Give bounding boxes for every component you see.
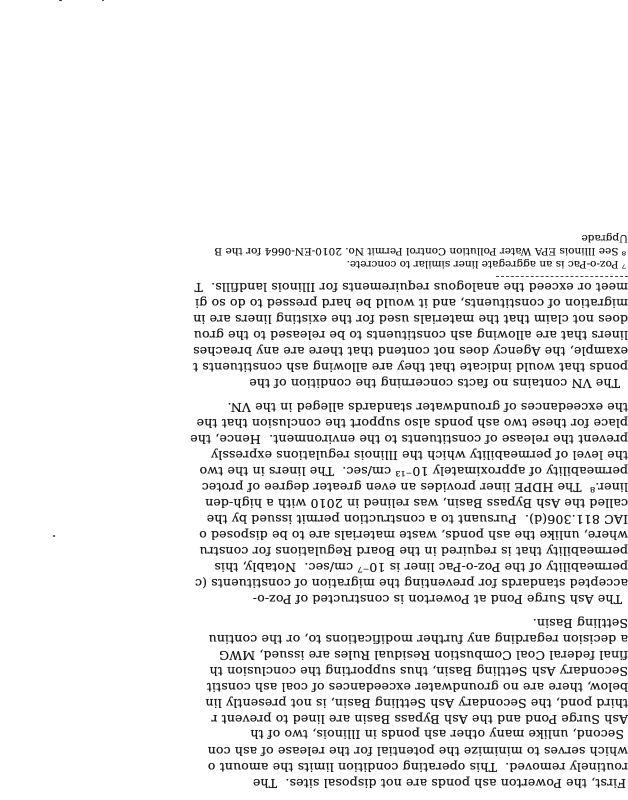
- text-line: liner.⁸ The HDPE liner provides an even greater degree of protec: [201, 480, 628, 495]
- scan-speck: [59, 0, 62, 1]
- footnote-line: Upgrade: [581, 232, 628, 244]
- text-line: liners that are allowing ash constituents to be released to the grou: [193, 328, 628, 343]
- text-line: third pond, the Secondary Ash Settling Basin, is not presently lin: [205, 696, 628, 711]
- text-line: The Ash Surge Pond at Powerton is constructed of Poz-o-: [252, 592, 622, 607]
- text-line: does not claim that the materials used for the existing liners are in: [193, 312, 628, 327]
- footnote-line: ⁷ Poz-o-Pac is an aggregate liner similar to concrete.: [346, 258, 626, 270]
- text-line: which serves to minimize the potential for the release of ash con: [207, 744, 628, 759]
- footnote-separator: [496, 276, 628, 277]
- text-line: where, unlike the ash ponds, waste materials are to be disposed o: [199, 528, 628, 543]
- text-line: Second, unlike many other ash ponds in Illinois, two of th: [250, 727, 624, 742]
- text-line: Ash Surge Pond and the Ash Bypass Basin are lined to prevent r: [211, 712, 628, 727]
- text-line: The VN contains no facts concerning the condition of the: [249, 376, 620, 391]
- text-line: Secondary Ash Settling Basin, thus supporting the conclusion th: [209, 664, 628, 679]
- text-line: permeability that is required in the Board Regulations for constru: [199, 544, 628, 559]
- text-line: example, the Agency does not contend that there are any breaches: [193, 344, 628, 359]
- footnote-line: ⁸ See Illinois EPA Water Pollution Control Permit No. 2010-EN-0664 for the B: [214, 245, 626, 257]
- text-line: Settling Basin.: [532, 616, 628, 631]
- text-line: meet or exceed the analogous requirements for Illinois landfills. T: [194, 280, 628, 295]
- text-line: called the Ash Bypass Basin, was relined in 2010 with a high-den: [205, 496, 628, 511]
- text-line: below, there are no groundwater exceedances of coal ash constit: [206, 680, 628, 695]
- text-line: a decision regarding any further modifications to, or the continu: [208, 632, 628, 647]
- text-line: final federal Coal Combustion Residual Rules are issued, MWG: [218, 648, 628, 663]
- text-line: permeability of approximately 10⁻¹³ cm/sec. The liners in the two: [199, 464, 628, 479]
- text-line: First, the Powerton ash ponds are not disposal sites. The: [252, 776, 626, 791]
- text-line: IAC 811.306(d). Pursuant to a construction permit issued by the: [206, 512, 628, 527]
- text-line: the exceedances of groundwater standards alleged in the VN.: [227, 400, 628, 415]
- text-line: accepted standards for preventing the migration of constituents (c: [194, 576, 628, 591]
- text-line: prevent the release of constituents to the environment. Hence, the: [190, 432, 628, 447]
- scan-speck: [53, 535, 55, 537]
- text-line: routinely removed. This operating condition limits the amount o: [207, 760, 628, 775]
- scan-speck: [102, 0, 104, 1]
- text-line: ponds that would indicate that they are allowing ash constituents t: [192, 360, 628, 375]
- text-line: migration of constituents, and it would be hard pressed to do so gi: [194, 296, 628, 311]
- text-line: permeability of the Poz-o-Pac liner is 10⁻⁷ cm/sec. Notably, this: [214, 560, 628, 575]
- text-line: the level of permeability which the Illinois regulations expressly: [210, 448, 628, 463]
- text-line: place for these two ash ponds also support the conclusion that the: [196, 416, 628, 431]
